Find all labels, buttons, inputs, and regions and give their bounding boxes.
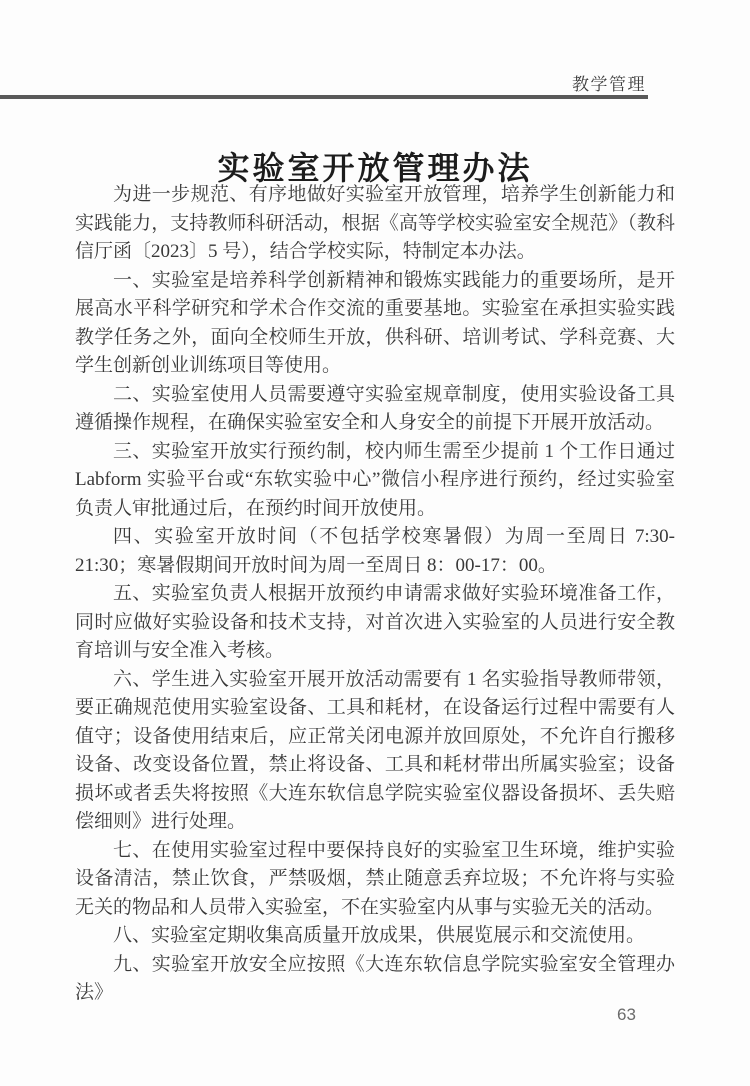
page-title: 实验室开放管理办法 xyxy=(217,150,533,187)
paragraph: 三、实验室开放实行预约制，校内师生需至少提前 1 个工作日通过 Labform 实验平台或“东软实验中心”微信小程序进行预约，经过实验室负责人审批通过后，在预约时间开放使用。 xyxy=(75,440,675,519)
paragraph: 九、实验室开放安全应按照《大连东软信息学院实验室安全管理办法》 xyxy=(75,953,675,1003)
header-rule-divider xyxy=(0,95,648,99)
paragraph: 一、实验室是培养科学创新精神和锻炼实践能力的重要场所，是开展高水平科学研究和学术合作交流的重要基地。实验室在承担实验实践教学任务之外，面向全校师生开放，供科研、培训考试、学科竞赛、大学生创新创业训练项目等使用。 xyxy=(75,269,675,376)
paragraph: 四、实验室开放时间（不包括学校寒暑假）为周一至周日 7:30-21:30；寒暑假期间开放时间为周一至周日 8：00-17：00。 xyxy=(75,526,675,576)
paragraph: 五、实验室负责人根据开放预约申请需求做好实验环境准备工作，同时应做好实验设备和技术支持，对首次进入实验室的人员进行安全教育培训与安全准入考核。 xyxy=(75,583,675,661)
paragraph: 七、在使用实验室过程中要保持良好的实验室卫生环境，维护实验设备清洁，禁止饮食，严禁吸烟，禁止随意丢弃垃圾；不允许将与实验无关的物品和人员带入实验室，不在实验室内从事与实验无关的活动。 xyxy=(75,839,675,918)
paragraph: 为进一步规范、有序地做好实验室开放管理，培养学生创新能力和实践能力，支持教师科研活动，根据《高等学校实验室安全规范》（教科信厅函〔2023〕5 号），结合学校实际，特制定本办法。 xyxy=(75,184,675,262)
document-body xyxy=(75,181,675,1008)
running-header: 教学管理 xyxy=(572,75,646,94)
paragraph: 六、学生进入实验室开展开放活动需要有 1 名实验指导教师带领，要正确规范使用实验室设备、工具和耗材，在设备运行过程中需要有人值守；设备使用结束后，应正常关闭电源并放回原处，不允许自行搬移设备、改变设备位置，禁止将设备、工具和耗材带出所属实验室；设备损坏或者丢失将按照《大连东软信息学院实验室仪器设备损坏、丢失赔偿细则》进行处理。 xyxy=(75,668,675,832)
paragraph: 二、实验室使用人员需要遵守实验室规章制度，使用实验设备工具遵循操作规程，在确保实验室安全和人身安全的前提下开展开放活动。 xyxy=(75,383,675,433)
paragraph: 八、实验室定期收集高质量开放成果，供展览展示和交流使用。 xyxy=(113,925,646,946)
page-number: 63 xyxy=(617,1005,636,1024)
